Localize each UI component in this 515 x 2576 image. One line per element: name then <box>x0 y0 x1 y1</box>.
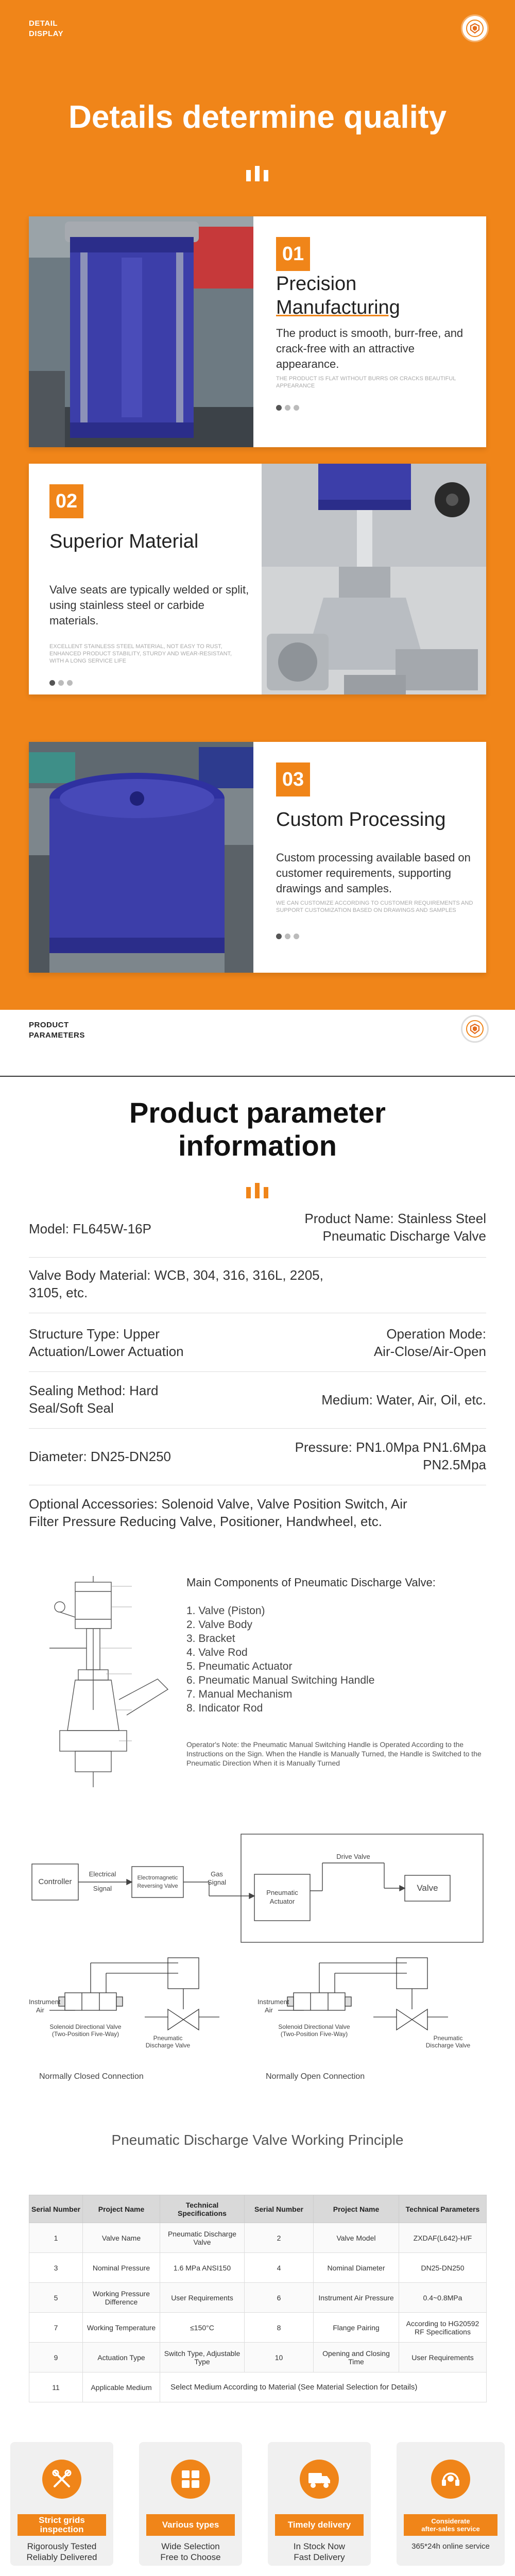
table-row <box>29 2372 487 2402</box>
flow-label: Drive Valve <box>336 1853 370 1860</box>
param-row-sealing <box>29 1382 486 1418</box>
table-header-row <box>29 2195 487 2223</box>
flow-label: Controller <box>38 1877 72 1886</box>
param-line: Sealing Method: Hard <box>29 1383 159 1398</box>
table-cell: 0.4~0.8MPa <box>399 2283 487 2313</box>
inspection-tools-icon <box>42 2460 81 2499</box>
detail-display-section <box>0 0 515 1010</box>
section-tag-line: PARAMETERS <box>29 1031 85 1040</box>
param-line: Air-Close/Air-Open <box>373 1344 486 1359</box>
param-line: Filter Pressure Reducing Valve, Positioner, Handwheel, etc. <box>29 1514 382 1529</box>
feature-subtext-line: In Stock Now <box>293 2541 346 2551</box>
param-line: PN2.5Mpa <box>423 1457 486 1472</box>
operator-note: Operator's Note: the Pneumatic Manual Switching Handle is Operated According to the Instructions on the Sign. When the Handle is Manually Turned, the Handle is Switched to the Pneumatic Direction When it is Manually Turned <box>186 1740 482 1767</box>
params-title-line: Product parameter <box>129 1096 386 1129</box>
table-header: Technical Specifications <box>160 2195 245 2223</box>
flow-label: Instrument <box>258 1998 289 2006</box>
flow-label: (Two-Position Five-Way) <box>52 2030 119 2038</box>
component-item: 8. Indicator Rod <box>186 1702 263 1714</box>
feature-badge-line: after-sales service <box>421 2525 480 2533</box>
flow-label: Solenoid Directional Valve <box>278 2023 350 2030</box>
component-item: 3. Bracket <box>186 1633 235 1645</box>
table-cell: 7 <box>29 2313 83 2343</box>
flow-label: Pneumatic <box>433 2035 463 2042</box>
title-decoration <box>246 166 269 181</box>
table-cell: 4 <box>245 2253 314 2283</box>
flow-label: Pneumatic <box>153 2035 183 2042</box>
table-cell: Select Medium According to Material (See Material Selection for Details) <box>160 2372 487 2402</box>
feature-subtext <box>139 2541 242 2563</box>
card-description: The product is smooth, burr-free, and crack-free with an attractive appearance. <box>276 327 464 370</box>
table-cell: Working Temperature <box>83 2313 160 2343</box>
param-row-diameter <box>29 1438 486 1475</box>
component-item: 7. Manual Mechanism <box>186 1688 293 1700</box>
param-structure <box>29 1325 184 1360</box>
flow-label: (Two-Position Five-Way) <box>280 2030 348 2038</box>
table-cell: According to HG20592 RF Specifications <box>399 2313 487 2343</box>
table-cell: 3 <box>29 2253 83 2283</box>
param-row-structure <box>29 1325 486 1361</box>
detail-card-custom <box>29 742 486 973</box>
main-title: Details determine quality <box>68 99 447 135</box>
param-line: Structure Type: Upper <box>29 1326 160 1342</box>
spec-table <box>29 2195 487 2402</box>
param-medium: Medium: Water, Air, Oil, etc. <box>321 1392 486 1408</box>
component-item: 1. Valve (Piston) <box>186 1605 265 1617</box>
table-cell: 8 <box>245 2313 314 2343</box>
card-note: EXCELLENT STAINLESS STEEL MATERIAL, NOT EASY TO RUST, ENHANCED PRODUCT STABILITY, STURDY AND WEAR-RESISTANT, WITH A LONG SERVICE LIFE <box>49 643 232 664</box>
section-tag-line: PRODUCT <box>29 1021 69 1029</box>
table-cell: Valve Name <box>83 2223 160 2253</box>
flow-label: Gas <box>211 1870 223 1878</box>
card-title <box>276 808 445 832</box>
table-cell: Applicable Medium <box>83 2372 160 2402</box>
card-number: 02 <box>49 484 83 518</box>
product-parameters-section <box>0 1010 515 2576</box>
table-cell: Pneumatic Discharge Valve <box>160 2223 245 2253</box>
table-row <box>29 2253 487 2283</box>
table-cell: 1 <box>29 2223 83 2253</box>
param-pressure <box>295 1438 486 1473</box>
param-row-optional <box>29 1495 486 1530</box>
param-line: Optional Accessories: Solenoid Valve, Valve Position Switch, Air <box>29 1496 407 1512</box>
components-diagram <box>29 1576 486 1794</box>
table-cell: DN25-DN250 <box>399 2253 487 2283</box>
params-title-line: information <box>178 1129 337 1162</box>
param-line: Seal/Soft Seal <box>29 1400 114 1416</box>
flow-label: Electromagnetic <box>137 1875 178 1881</box>
table-header: Technical Parameters <box>399 2195 487 2223</box>
table-cell: ZXDAF(L642)-H/F <box>399 2223 487 2253</box>
feature-badge-line: Considerate <box>431 2517 470 2525</box>
card-title <box>49 530 198 553</box>
card-note: THE PRODUCT IS FLAT WITHOUT BURRS OR CRACKS BEAUTIFUL APPEARANCE <box>276 376 456 389</box>
table-cell: Switch Type, Adjustable Type <box>160 2343 245 2372</box>
card-number: 01 <box>276 237 310 271</box>
row-divider <box>29 1257 486 1258</box>
grid-types-icon <box>171 2460 210 2499</box>
table-cell: 5 <box>29 2283 83 2313</box>
table-cell: Nominal Pressure <box>83 2253 160 2283</box>
card-title-line: Custom Processing <box>276 809 446 831</box>
feature-badge: Strict grids inspection <box>18 2514 106 2536</box>
param-row-model <box>29 1210 486 1246</box>
param-line: Pneumatic Discharge Valve <box>322 1228 486 1244</box>
custom-photo <box>29 742 253 973</box>
section-header <box>0 1010 515 1066</box>
components-title: Main Components of Pneumatic Discharge Valve: <box>186 1576 436 1589</box>
param-line: Valve Body Material: WCB, 304, 316, 316L, 2205, <box>29 1267 323 1283</box>
table-cell: Opening and Closing Time <box>314 2343 399 2372</box>
flow-label: Instrument <box>29 1998 61 2006</box>
param-product-name <box>304 1210 486 1245</box>
flow-label: Air <box>36 2006 44 2014</box>
param-row-material <box>29 1266 486 1301</box>
detail-card-precision <box>29 216 486 447</box>
feature-card-types <box>139 2442 242 2566</box>
table-row <box>29 2223 487 2253</box>
flow-label: Air <box>265 2006 273 2014</box>
flow-label: Actuator <box>269 1897 295 1905</box>
param-line: Operation Mode: <box>386 1326 486 1342</box>
flow-label: Normally Open Connection <box>266 2072 365 2081</box>
material-photo <box>262 464 486 694</box>
feature-card-delivery <box>268 2442 371 2566</box>
flow-label: Signal <box>207 1878 227 1886</box>
customer-service-icon <box>431 2460 470 2499</box>
table-cell: 1.6 MPa ANSI150 <box>160 2253 245 2283</box>
param-diameter: Diameter: DN25-DN250 <box>29 1449 171 1464</box>
card-title-line: Manufacturing <box>276 297 400 318</box>
flow-label: Reversing Valve <box>137 1883 178 1889</box>
feature-badge: Various types <box>146 2514 235 2536</box>
brand-logo-icon <box>461 1015 489 1043</box>
feature-subtext-line: Rigorously Tested <box>27 2541 97 2551</box>
param-line: Actuation/Lower Actuation <box>29 1344 184 1359</box>
feature-badge <box>404 2514 497 2536</box>
feature-subtext <box>268 2541 371 2563</box>
row-divider <box>29 1428 486 1429</box>
card-title-line: Precision <box>276 273 357 295</box>
table-cell: 9 <box>29 2343 83 2372</box>
feature-subtext <box>10 2541 113 2563</box>
delivery-truck-icon <box>300 2460 339 2499</box>
carousel-dots[interactable] <box>276 405 299 411</box>
flow-label: Discharge Valve <box>145 2042 191 2049</box>
feature-subtext <box>397 2541 505 2552</box>
brand-logo-icon <box>461 14 489 42</box>
params-title <box>0 1096 515 1162</box>
table-row <box>29 2343 487 2372</box>
card-description: Custom processing available based on customer requirements, supporting drawings and samples. <box>276 851 471 895</box>
card-note: WE CAN CUSTOMIZE ACCORDING TO CUSTOMER REQUIREMENTS AND SUPPORT CUSTOMIZATION BASED ON DRAWINGS AND SAMPLES <box>276 900 473 913</box>
param-sealing <box>29 1382 158 1417</box>
working-principle-title: Pneumatic Discharge Valve Working Principle <box>111 2132 404 2148</box>
table-header: Project Name <box>314 2195 399 2223</box>
section-tag-line: DISPLAY <box>29 29 64 38</box>
param-model: Model: FL645W-16P <box>29 1221 151 1236</box>
flow-label: Solenoid Directional Valve <box>49 2023 122 2030</box>
table-header: Serial Number <box>245 2195 314 2223</box>
flow-label: Normally Closed Connection <box>39 2072 144 2081</box>
table-cell: Actuation Type <box>83 2343 160 2372</box>
table-cell: Nominal Diameter <box>314 2253 399 2283</box>
carousel-dots[interactable] <box>276 934 299 939</box>
feature-subtext-line: 365*24h online service <box>411 2542 490 2551</box>
param-operation <box>374 1325 486 1360</box>
table-row <box>29 2313 487 2343</box>
precision-photo <box>29 216 253 447</box>
param-line: Product Name: Stainless Steel <box>304 1211 486 1226</box>
section-tag-line: DETAIL <box>29 19 58 28</box>
feature-subtext-line: Reliably Delivered <box>26 2552 97 2562</box>
table-header: Serial Number <box>29 2195 83 2223</box>
feature-subtext-line: Wide Selection <box>161 2541 220 2551</box>
flow-label: Valve <box>417 1883 438 1893</box>
carousel-dots[interactable] <box>49 680 73 686</box>
table-header: Project Name <box>83 2195 160 2223</box>
table-cell: 10 <box>245 2343 314 2372</box>
section-tag <box>29 1020 85 1041</box>
component-item: 5. Pneumatic Actuator <box>186 1660 293 1672</box>
feature-card-inspection <box>10 2442 113 2566</box>
component-item: 2. Valve Body <box>186 1619 253 1631</box>
param-line: Pressure: PN1.0Mpa PN1.6Mpa <box>295 1439 486 1455</box>
table-cell: 11 <box>29 2372 83 2402</box>
flow-label: Electrical <box>89 1870 116 1878</box>
feature-subtext-line: Free to Choose <box>160 2552 221 2562</box>
detail-card-material <box>29 464 486 694</box>
card-title-line: Superior Material <box>49 531 199 552</box>
feature-subtext-line: Fast Delivery <box>294 2552 345 2562</box>
section-divider <box>0 1076 515 1077</box>
table-cell: Valve Model <box>314 2223 399 2253</box>
feature-badge: Timely delivery <box>275 2514 364 2536</box>
flow-label: Discharge Valve <box>425 2042 471 2049</box>
card-title <box>276 272 400 319</box>
table-cell: Working Pressure Difference <box>83 2283 160 2313</box>
working-principle-diagram <box>29 1814 486 2102</box>
table-cell: ≤150°C <box>160 2313 245 2343</box>
components-list <box>186 1604 485 1715</box>
valve-drawing <box>29 1576 183 1794</box>
section-tag <box>29 19 63 39</box>
param-line: 3105, etc. <box>29 1285 88 1300</box>
component-item: 6. Pneumatic Manual Switching Handle <box>186 1674 375 1686</box>
card-number: 03 <box>276 762 310 796</box>
table-cell: 2 <box>245 2223 314 2253</box>
row-divider <box>29 1371 486 1372</box>
feature-card-service <box>397 2442 505 2566</box>
table-cell: Flange Pairing <box>314 2313 399 2343</box>
flow-label: Pneumatic <box>266 1889 298 1896</box>
table-cell: User Requirements <box>399 2343 487 2372</box>
table-row <box>29 2283 487 2313</box>
title-decoration <box>246 1183 269 1198</box>
table-cell: 6 <box>245 2283 314 2313</box>
component-item: 4. Valve Rod <box>186 1647 248 1658</box>
section-header <box>0 0 515 57</box>
table-cell: Instrument Air Pressure <box>314 2283 399 2313</box>
card-description: Valve seats are typically welded or split, using stainless steel or carbide materials. <box>49 583 249 627</box>
table-cell: User Requirements <box>160 2283 245 2313</box>
flow-label: Signal <box>93 1885 112 1892</box>
